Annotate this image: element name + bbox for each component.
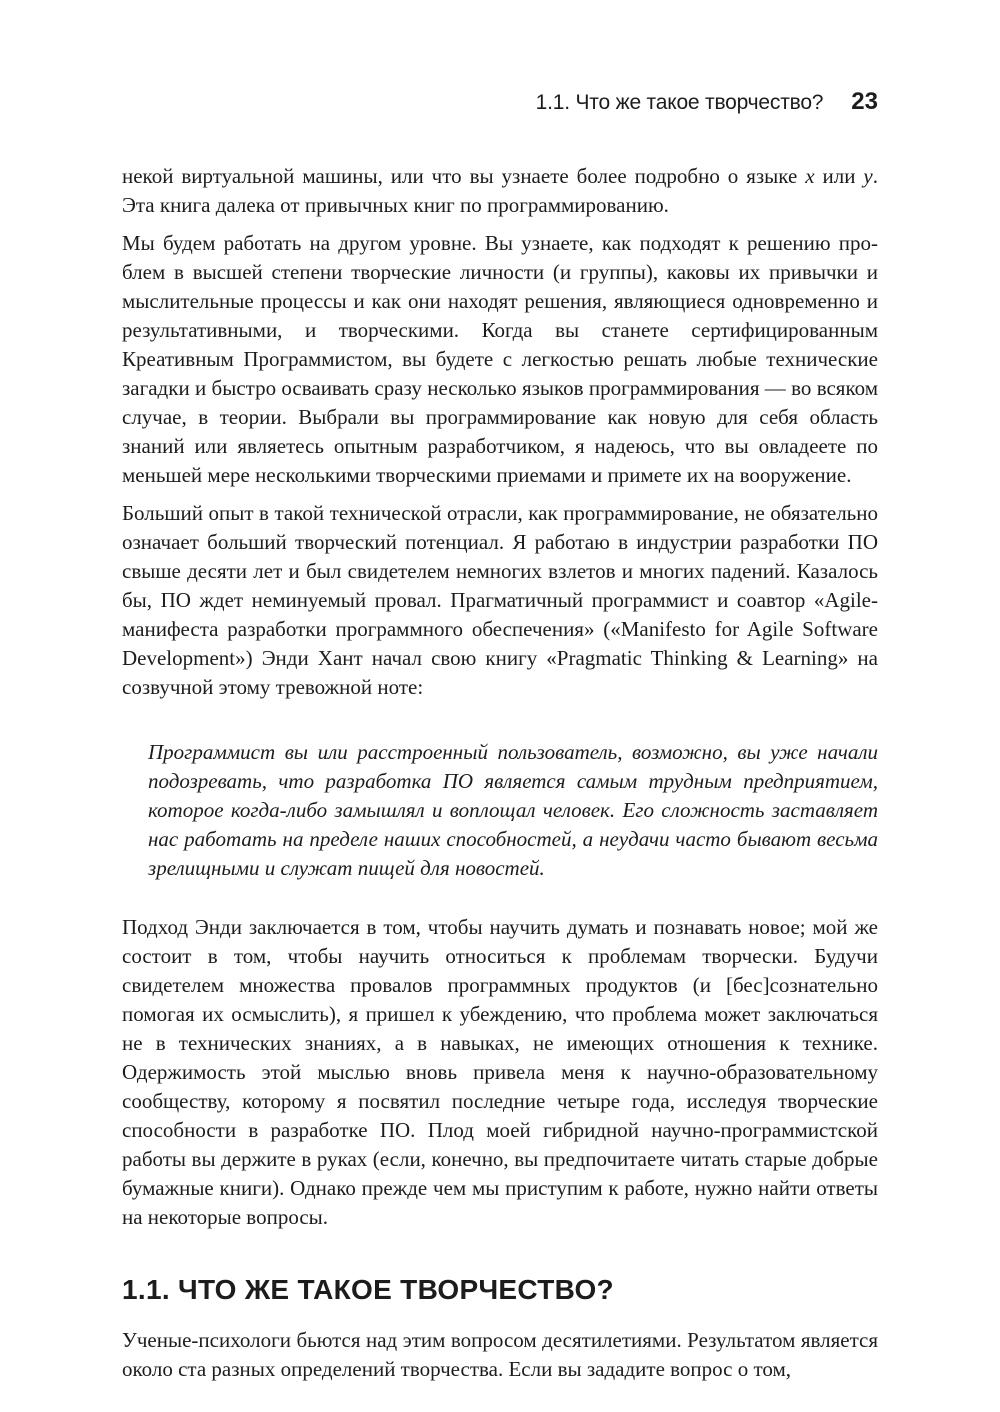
language-y: y [863,164,873,188]
paragraph-2: Мы будем работать на другом уровне. Вы узнаете, как подходят к решению проблем в высшей степени творческие личности (и группы), каковы их привычки и мыслительные процессы и как они находят решения, являющиеся одновременно и результативными, и творческими. Когда вы станете сертифицированным Креативным Программистом, вы будете с легкостью решать любые технические загадки и быстро осваивать сразу несколько языков программирования — во всяком случае, в теории. Выбрали вы программирование как новую для себя область знаний или являетесь опытным разработчиком, я надеюсь, что вы овладеете по меньшей мере несколькими творческими приемами и примете их на вооружение. [122,231,878,487]
paragraph-1 [122,162,878,220]
running-title: 1.1. Что же такое творчество? [535,91,824,114]
paragraph-3: Больший опыт в такой технической отрасли, как программирование, не обязательно означает больший творческий потенциал. Я работаю в индустрии разработки ПО свыше десяти лет и был свидетелем немногих взлетов и многих падений. Казалось бы, ПО ждет неминуемый провал. Прагматичный программист и соавтор «Agile-манифеста разработки программного обеспечения» («Manifesto for Agile Software Development») Энди Хант начал свою книгу «Pragmatic Thinking & Learning» на созвучной этому тревожной ноте: [122,501,878,699]
page-number: 23 [851,88,878,115]
block-quote: Программист вы или расстроенный пользователь, возможно, вы уже начали подозревать, что разработка ПО является самым трудным предприятием, которое когда-либо замышлял и воплощал человек. Его сложность заставляет нас работать на пределе наших способностей, а неудачи часто бывают весьма зрелищными и служат пищей для новостей. [148,740,878,880]
paragraph-1-text-b: или [814,164,864,188]
page-header [122,88,878,128]
paragraph-1-text-a: некой виртуальной машины, или что вы узнаете более подробно о языке [122,164,806,188]
paragraph-4: Подход Энди заключается в том, чтобы научить думать и познавать новое; мой же состоит в том, чтобы научить относиться к проблемам творчески. Будучи свидетелем множества провалов программных продуктов (и [бес]сознательно помогая их осмыслить), я пришел к убеждению, что проблема может заключаться не в технических знаниях, а в навыках, не имеющих отношения к технике. Одержимость этой мыслью вновь привела меня к научно-образовательному сообществу, которому я посвятил последние четыре года, исследуя творческие способности в разработке ПО. Плод моей гибридной научно-программистской работы вы держите в руках (если, конечно, вы предпочитаете читать старые добрые бумажные книги). Однако прежде чем мы приступим к работе, нужно найти ответы на некоторые вопросы. [122,915,878,1229]
language-x: x [805,164,815,188]
page-body [122,162,878,1393]
paragraph-5: Ученые-психологи бьются над этим вопросом десятилетиями. Результатом является около ста разных определений творчества. Если вы зададите вопрос о том, [122,1328,878,1381]
section-heading: 1.1. ЧТО ЖЕ ТАКОЕ ТВОРЧЕСТВО? [122,1274,614,1305]
paragraph-1-text-c: . Эта книга далека от привычных книг по программированию. [122,164,878,217]
